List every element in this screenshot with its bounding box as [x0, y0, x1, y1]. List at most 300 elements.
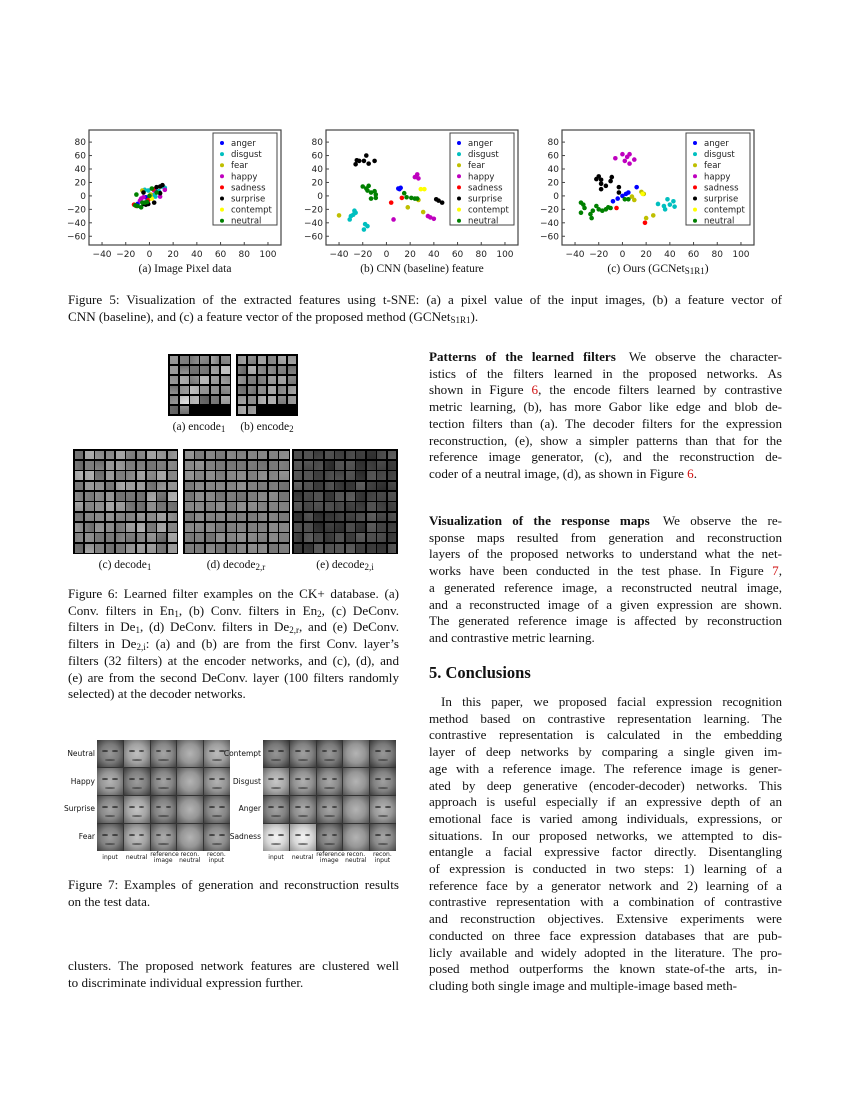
filter-cell: [258, 482, 267, 491]
text-segment: age with a reference image. The reference image is gener-: [429, 760, 782, 776]
legend-marker-disgust: [693, 152, 697, 156]
filter-cell: [137, 533, 146, 542]
face-eye: [129, 778, 135, 780]
y-tick-label: −60: [304, 232, 323, 243]
filter-cell: [180, 356, 189, 365]
data-point-fear: [644, 216, 649, 221]
data-point-neutral: [150, 186, 155, 191]
y-tick-label: 20: [547, 178, 559, 189]
text-line: [68, 975, 303, 991]
face-image: [343, 824, 369, 851]
data-point-happy: [415, 172, 420, 177]
filter-cell: [216, 513, 225, 522]
filter-cell: [116, 544, 125, 553]
filter-cell: [75, 482, 84, 491]
filter-cell: [116, 502, 125, 511]
filter-cell: [195, 492, 204, 501]
filter-cell: [248, 451, 257, 460]
filter-cell: [75, 523, 84, 532]
text-line: [429, 778, 782, 794]
face-eye: [295, 806, 301, 808]
filter-cell: [95, 513, 104, 522]
face-eye: [332, 806, 338, 808]
filter-cell: [227, 451, 236, 460]
legend-label: disgust: [704, 150, 735, 161]
filter-cell: [211, 376, 220, 385]
legend-label: surprise: [704, 194, 739, 205]
filter-cell: [116, 513, 125, 522]
face-eye: [102, 806, 108, 808]
filter-cell: [221, 356, 230, 365]
face-image: [370, 796, 396, 823]
filter-cell: [346, 513, 355, 522]
data-point-neutral: [415, 196, 420, 201]
filter-cell: [195, 544, 204, 553]
x-tick-label: 100: [732, 250, 750, 260]
filter-cell: [367, 533, 376, 542]
legend-marker-sadness: [457, 185, 461, 189]
legend-marker-neutral: [693, 219, 697, 223]
filter-cell: [200, 376, 209, 385]
filter-cell: [248, 482, 257, 491]
data-point-sadness: [389, 200, 394, 205]
face-eye: [278, 750, 284, 752]
filter-cell: [238, 386, 247, 395]
filter-cell: [137, 482, 146, 491]
filter-cell: [377, 461, 386, 470]
face-eye: [112, 750, 118, 752]
column-label: neutral: [291, 854, 314, 861]
face-image: [290, 796, 316, 823]
column-label: neutral: [125, 854, 148, 861]
text-line: [429, 878, 782, 894]
text-segment: and contrastive metric learning.: [429, 629, 595, 645]
face-eye: [139, 750, 145, 752]
text-segment: We observe the character-: [615, 349, 782, 364]
filter-cell: [304, 544, 313, 553]
filter-cell: [137, 471, 146, 480]
filter-cell: [170, 356, 179, 365]
filter-cell: [269, 544, 278, 553]
figure-reference-link[interactable]: 6: [531, 382, 539, 398]
text-segment: We observe the re-: [649, 513, 783, 528]
data-point-anger: [615, 196, 620, 201]
text-segment: and reconstruction objectives. Extensive experiments were: [429, 911, 782, 927]
data-point-fear: [632, 198, 637, 203]
y-tick-label: −40: [304, 218, 323, 229]
data-point-anger: [626, 190, 631, 195]
filter-cell: [211, 366, 220, 375]
x-tick-label: −20: [353, 250, 373, 260]
x-tick-label: 60: [451, 250, 464, 260]
text-line: [429, 727, 782, 743]
filter-cell: [85, 502, 94, 511]
filter-cell: [85, 513, 94, 522]
text-segment: clusters. The proposed network features are clustered well: [68, 958, 399, 973]
filter-cell: [147, 451, 156, 460]
y-tick-label: −40: [540, 218, 559, 229]
filter-cell: [314, 513, 323, 522]
row-label: Neutral: [67, 749, 95, 758]
filter-cell: [356, 461, 365, 470]
filter-cell: [126, 502, 135, 511]
filter-cell: [258, 386, 267, 395]
text-segment: The generated reference image is affected by reconstruction: [429, 613, 782, 629]
y-tick-label: −40: [67, 218, 86, 229]
filter-cell: [200, 366, 209, 375]
data-point-surprise: [599, 187, 604, 192]
face-mouth: [212, 815, 222, 817]
text-segment: approach is useful especially if an expressive depth of an: [429, 794, 782, 810]
face-eye: [139, 806, 145, 808]
filter-cell: [195, 461, 204, 470]
filter-cell: [346, 533, 355, 542]
filter-cell: [147, 533, 156, 542]
figure-reference-link[interactable]: 6: [687, 465, 694, 481]
caption-text: (e) decode: [316, 559, 365, 571]
y-tick-label: −20: [67, 205, 86, 216]
data-point-happy: [632, 157, 637, 162]
text-segment: coder of a neutral image, (d), as shown in Figure: [429, 465, 688, 481]
filter-cell: [116, 523, 125, 532]
text-segment: filters in De: [68, 636, 137, 652]
filter-cell: [248, 396, 257, 405]
text-segment: emotional face is varied among individuals, expressions, or: [429, 810, 782, 826]
filter-cell: [180, 396, 189, 405]
filter-cell: [335, 502, 344, 511]
filter-cell: [85, 492, 94, 501]
filter-cell: [95, 471, 104, 480]
data-point-fear: [651, 213, 656, 218]
filter-cell: [106, 502, 115, 511]
filter-cell: [85, 544, 94, 553]
face-mouth: [132, 759, 142, 761]
text-segment: istics of the filters learned in the proposed networks. As: [429, 365, 782, 381]
face-eye: [139, 834, 145, 836]
filter-cell: [304, 513, 313, 522]
filter-cell: [126, 513, 135, 522]
filter-cell: [147, 502, 156, 511]
caption-text: (c) Ours (GCNet: [607, 263, 685, 275]
data-point-neutral: [589, 216, 594, 221]
text-segment: conducted on three face expression databases that are pub-: [429, 927, 782, 943]
filter-cell: [170, 366, 179, 375]
filter-grid: [236, 354, 298, 416]
face-eye: [129, 806, 135, 808]
filter-cell: [258, 366, 267, 375]
filter-cell: [237, 523, 246, 532]
face-eye: [156, 778, 162, 780]
data-point-neutral: [369, 196, 374, 201]
filter-cell: [95, 461, 104, 470]
data-point-contempt: [640, 192, 645, 197]
filter-cell: [367, 482, 376, 491]
row-label: Contempt: [223, 749, 261, 758]
filter-cell: [211, 356, 220, 365]
filter-cell: [388, 502, 397, 511]
filter-cell: [157, 544, 166, 553]
face-eye: [166, 806, 172, 808]
data-point-happy: [391, 217, 396, 222]
filter-cell: [95, 544, 104, 553]
filter-cell: [314, 451, 323, 460]
text-line: [68, 877, 399, 893]
caption-text: (b) encode: [240, 421, 290, 433]
x-tick-label: 20: [640, 250, 652, 260]
filter-cell: [258, 396, 267, 405]
filter-cell: [200, 396, 209, 405]
filter-cell: [216, 523, 225, 532]
column-label: reference image: [150, 851, 179, 864]
filter-cell: [137, 523, 146, 532]
filter-cell: [157, 513, 166, 522]
face-eye: [268, 778, 274, 780]
filter-cell: [288, 376, 297, 385]
filter-grid: [73, 449, 178, 554]
filter-cell: [294, 513, 303, 522]
face-image: [177, 796, 203, 823]
face-eye: [332, 778, 338, 780]
legend-label: contempt: [231, 205, 272, 216]
filter-cell: [221, 366, 230, 375]
data-point-happy: [163, 188, 168, 193]
filter-cell: [268, 386, 277, 395]
face-image: [151, 796, 177, 823]
filter-cell: [304, 451, 313, 460]
filter-cell: [168, 461, 177, 470]
filter-cell: [126, 523, 135, 532]
filter-cell: [195, 482, 204, 491]
legend-label: fear: [704, 161, 721, 172]
legend-marker-happy: [457, 174, 461, 178]
filter-cell: [200, 406, 209, 415]
filter-cell: [294, 544, 303, 553]
filter-cell: [288, 366, 297, 375]
face-mouth: [324, 759, 334, 761]
filter-cell: [168, 533, 177, 542]
text-line: [429, 580, 782, 596]
data-point-surprise: [599, 177, 604, 182]
tsne-scatter-plot: [49, 125, 299, 265]
face-mouth: [212, 787, 222, 789]
legend-marker-fear: [220, 163, 224, 167]
face-eye: [278, 806, 284, 808]
legend-label: happy: [468, 172, 495, 183]
filter-cell: [95, 451, 104, 460]
filter-cell: [346, 523, 355, 532]
x-tick-label: 20: [404, 250, 416, 260]
filter-cell: [106, 523, 115, 532]
data-point-neutral: [579, 210, 584, 215]
text-segment: ated by deep generative (encoder-decoder) networks. This: [429, 777, 782, 793]
text-segment: , (c) DeConv.: [321, 602, 399, 618]
face-eye: [156, 750, 162, 752]
face-mouth: [132, 843, 142, 845]
filter-cell: [216, 482, 225, 491]
face-mouth: [271, 759, 281, 761]
filter-cell: [288, 356, 297, 365]
face-mouth: [158, 815, 168, 817]
y-tick-label: 20: [74, 178, 86, 189]
text-segment: licly available and widely adopted in the literature. The pro-: [429, 944, 782, 960]
figure-5-caption-line-1: Figure 5: Visualization of the extracted features using t-SNE: (a) a pixel value of the input images, (b) a feature vector of: [68, 292, 782, 307]
y-tick-label: 80: [74, 138, 86, 149]
text-line: [68, 619, 399, 635]
text-line: [429, 449, 782, 465]
face-image: [343, 796, 369, 823]
caption-text: (a) Image Pixel data: [138, 263, 232, 275]
filter-cell: [325, 492, 334, 501]
text-segment: on the test data.: [68, 893, 151, 909]
filter-cell: [185, 544, 194, 553]
data-point-fear: [405, 205, 410, 210]
filter-cell: [268, 396, 277, 405]
filter-cell: [367, 492, 376, 501]
face-image: [263, 768, 289, 795]
filter-cell: [388, 513, 397, 522]
filter-cell: [388, 461, 397, 470]
face-image: [343, 768, 369, 795]
face-mouth: [158, 843, 168, 845]
filter-cell: [248, 366, 257, 375]
filter-cell: [206, 482, 215, 491]
data-point-neutral: [140, 200, 145, 205]
filter-cell: [180, 366, 189, 375]
filter-cell: [269, 492, 278, 501]
filter-cell: [248, 513, 257, 522]
filter-cell: [185, 471, 194, 480]
filter-cell: [157, 502, 166, 511]
filter-cell: [85, 482, 94, 491]
filter-cell: [388, 492, 397, 501]
filter-cell: [268, 376, 277, 385]
data-point-neutral: [626, 197, 631, 202]
data-point-happy: [627, 161, 632, 166]
figure-reference-link[interactable]: 7: [772, 563, 779, 579]
data-point-happy: [613, 156, 618, 161]
column-label: reference image: [316, 851, 345, 864]
data-point-anger: [397, 187, 402, 192]
filter-cell: [367, 502, 376, 511]
text-line: [429, 513, 782, 529]
filter-cell: [106, 492, 115, 501]
text-segment: .: [693, 465, 697, 481]
filter-cell: [314, 502, 323, 511]
data-point-surprise: [366, 161, 371, 166]
filter-cell: [237, 482, 246, 491]
filter-cell: [325, 461, 334, 470]
text-segment: reference image generator, (c), and the reconstruction de-: [429, 449, 782, 465]
filter-cell: [190, 406, 199, 415]
data-point-surprise: [357, 159, 362, 164]
filter-cell: [335, 533, 344, 542]
filter-cell: [248, 356, 257, 365]
face-eye: [305, 750, 311, 752]
data-point-surprise: [617, 190, 622, 195]
legend-marker-anger: [457, 141, 461, 145]
text-line: [429, 546, 782, 562]
text-segment: , (b) Conv. filters in En: [178, 602, 318, 618]
face-eye: [295, 778, 301, 780]
legend-marker-anger: [693, 141, 697, 145]
text-segment: filters (32 filters) at the encoder networks, and (c), (d), and: [68, 652, 399, 668]
data-point-surprise: [440, 200, 445, 205]
filter-cell: [116, 492, 125, 501]
filter-cell: [278, 356, 287, 365]
filter-cell: [157, 492, 166, 501]
legend-marker-anger: [220, 141, 224, 145]
filter-cell: [294, 471, 303, 480]
face-mouth: [324, 843, 334, 845]
text-segment: : (a) and (b) are from the first Conv. layer’s: [145, 636, 399, 652]
subscript: 2: [289, 424, 294, 434]
x-tick-label: 40: [428, 250, 440, 260]
filter-cell: [195, 523, 204, 532]
filter-cell: [116, 533, 125, 542]
data-point-disgust: [362, 227, 367, 232]
filter-cell: [147, 513, 156, 522]
filter-cell: [137, 502, 146, 511]
subscript: 1: [135, 625, 140, 636]
legend-label: anger: [704, 139, 729, 149]
data-point-surprise: [617, 185, 622, 190]
filter-cell: [304, 471, 313, 480]
face-mouth: [158, 787, 168, 789]
filter-cell: [325, 471, 334, 480]
filter-cell: [95, 523, 104, 532]
legend-marker-sadness: [220, 185, 224, 189]
legend-label: surprise: [468, 194, 503, 205]
filter-cell: [367, 544, 376, 553]
text-segment: a generated reference image, a reconstructed neutral image,: [429, 579, 782, 595]
subscript: 1: [174, 608, 179, 619]
legend-marker-contempt: [220, 208, 224, 212]
face-image: [290, 740, 316, 767]
subscript: 2,i: [364, 562, 374, 572]
filter-cell: [325, 523, 334, 532]
filter-cell: [248, 471, 257, 480]
data-point-disgust: [347, 217, 352, 222]
text-line: [68, 686, 246, 702]
filter-cell: [356, 502, 365, 511]
face-eye: [375, 750, 381, 752]
filter-cell: [168, 451, 177, 460]
filter-cell: [268, 406, 277, 415]
data-point-neutral: [147, 194, 152, 199]
face-eye: [385, 778, 391, 780]
caption-text-end: ).: [470, 309, 479, 324]
data-point-surprise: [362, 159, 367, 164]
filter-cell: [237, 533, 246, 542]
filter-cell: [221, 396, 230, 405]
legend-marker-happy: [220, 174, 224, 178]
data-point-neutral: [154, 190, 159, 195]
face-eye: [278, 834, 284, 836]
text-segment: and a reconstructed image of a given expression are shown.: [429, 596, 782, 612]
x-tick-label: 0: [619, 250, 626, 260]
face-mouth: [378, 759, 388, 761]
filter-cell: [206, 492, 215, 501]
filter-cell: [216, 492, 225, 501]
filter-cell: [206, 461, 215, 470]
subscript: 2,i: [136, 642, 146, 653]
filter-cell: [367, 523, 376, 532]
filter-cell: [268, 366, 277, 375]
filter-cell: [195, 451, 204, 460]
x-tick-label: 40: [191, 250, 203, 260]
filter-cell: [304, 523, 313, 532]
data-point-surprise: [609, 175, 614, 180]
